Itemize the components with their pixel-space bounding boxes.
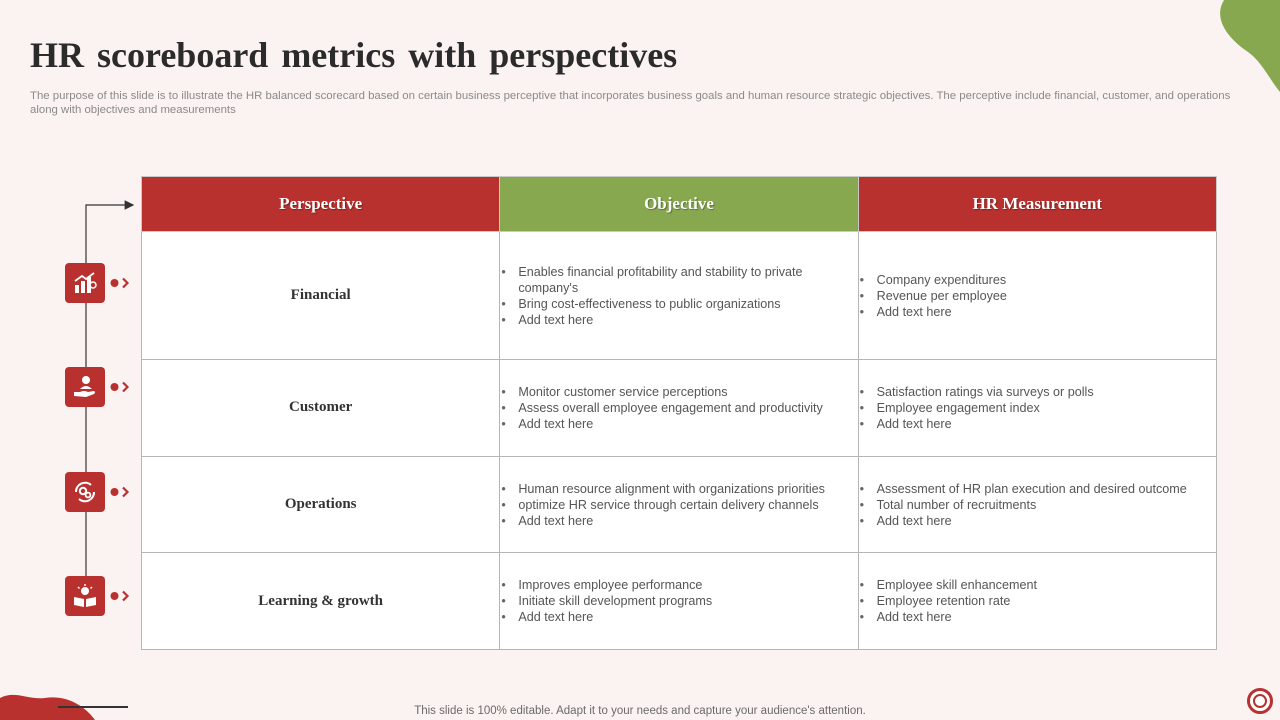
objective-cell — [500, 553, 858, 650]
list-item: • Employee skill enhancement — [859, 577, 1216, 593]
financial-chart-icon-glyph — [72, 270, 98, 296]
perspective-cell: Customer — [142, 360, 500, 457]
customer-hand-icon-glyph — [72, 374, 98, 400]
list-item: • Revenue per employee — [859, 288, 1216, 304]
list-item: • Enables financial profitability and stability to private company's — [500, 264, 857, 296]
operations-gears-icon-glyph — [72, 479, 98, 505]
header-objective: Objective — [500, 177, 858, 232]
objective-cell — [500, 232, 858, 360]
list-item: • Assessment of HR plan execution and desired outcome — [859, 481, 1216, 497]
list-item: • Add text here — [500, 609, 857, 625]
list-item: • Add text here — [859, 513, 1216, 529]
perspective-cell: Operations — [142, 456, 500, 553]
list-item: • Monitor customer service perceptions — [500, 384, 857, 400]
list-item: • Total number of recruitments — [859, 497, 1216, 513]
perspective-cell: Financial — [142, 232, 500, 360]
objective-cell — [500, 456, 858, 553]
footer-note: This slide is 100% editable. Adapt it to your needs and capture your audience's attention. — [414, 705, 866, 717]
list-item: • optimize HR service through certain delivery channels — [500, 497, 857, 513]
list-item: • Employee retention rate — [859, 593, 1216, 609]
list-item: • Company expenditures — [859, 272, 1216, 288]
measurement-cell — [858, 456, 1216, 553]
row-marker-customer — [110, 380, 132, 394]
list-item: • Add text here — [500, 312, 857, 328]
learning-book-icon — [65, 576, 105, 616]
customer-hand-icon — [65, 367, 105, 407]
header-hr-measurement: HR Measurement — [858, 177, 1216, 232]
list-item: • Add text here — [500, 513, 857, 529]
table-row — [142, 360, 1217, 457]
measurement-cell — [858, 360, 1216, 457]
list-item: • Assess overall employee engagement and productivity — [500, 400, 857, 416]
header-perspective: Perspective — [142, 177, 500, 232]
measurement-cell — [858, 553, 1216, 650]
financial-chart-icon — [65, 263, 105, 303]
table-row — [142, 553, 1217, 650]
measurement-cell — [858, 232, 1216, 360]
list-item: • Bring cost-effectiveness to public organizations — [500, 296, 857, 312]
table-row — [142, 456, 1217, 553]
list-item: • Improves employee performance — [500, 577, 857, 593]
decorative-blob-top-right — [1210, 0, 1280, 95]
objective-cell — [500, 360, 858, 457]
perspective-cell: Learning & growth — [142, 553, 500, 650]
slide-title: HR scoreboard metrics with perspectives — [30, 35, 678, 75]
slide-subtitle: The purpose of this slide is to illustrate the HR balanced scorecard based on certain business perceptive that incorporates business goals and human resource strategic objectives. The perceptive include financial, customer, and operations along with objectives and measurements — [30, 90, 1231, 116]
row-marker-operations — [110, 485, 132, 499]
scorecard-table — [141, 176, 1217, 650]
table-header-row — [142, 177, 1217, 232]
list-item: • Add text here — [859, 609, 1216, 625]
list-item: • Human resource alignment with organizations priorities — [500, 481, 857, 497]
table-row — [142, 232, 1217, 360]
list-item: • Satisfaction ratings via surveys or polls — [859, 384, 1216, 400]
list-item: • Add text here — [859, 304, 1216, 320]
operations-gears-icon — [65, 472, 105, 512]
learning-book-icon-glyph — [72, 583, 98, 609]
brand-logo-icon — [1247, 688, 1273, 714]
row-marker-learning — [110, 589, 132, 603]
row-marker-financial — [110, 276, 132, 290]
list-item: • Initiate skill development programs — [500, 593, 857, 609]
list-item: • Add text here — [500, 416, 857, 432]
list-item: • Add text here — [859, 416, 1216, 432]
list-item: • Employee engagement index — [859, 400, 1216, 416]
